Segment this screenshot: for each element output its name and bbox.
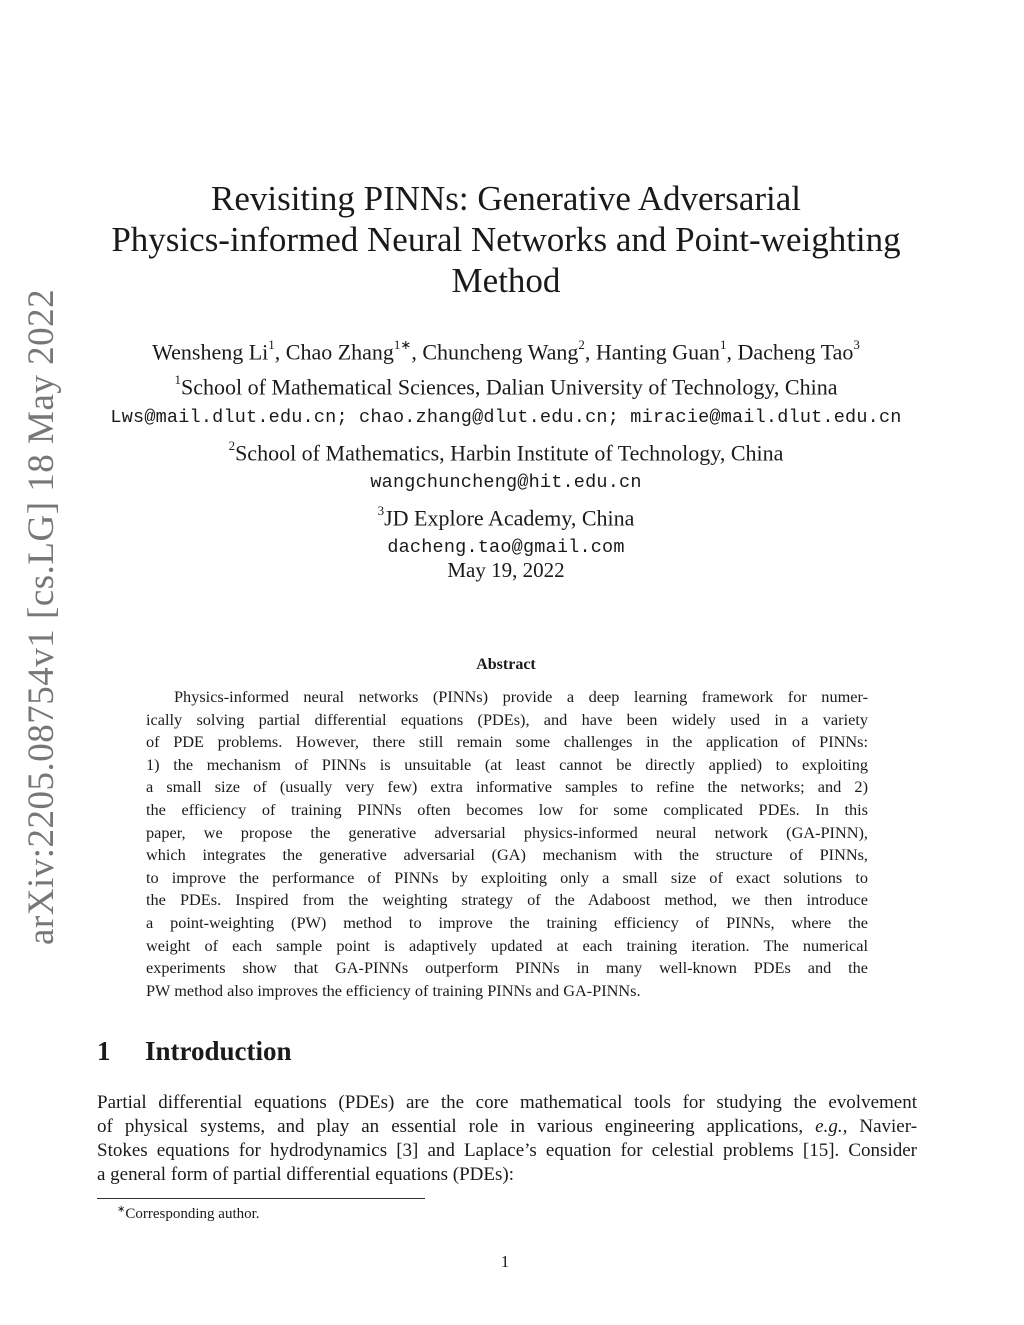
- abstract-line: PW method also improves the efficiency of training PINNs and GA-PINNs.: [146, 980, 641, 1000]
- footnote-text: Corresponding author.: [125, 1206, 260, 1222]
- abstract-line: a small size of (usually very few) extra informative samples to refine the networks; and 2): [146, 777, 868, 797]
- abstract-body: [146, 686, 868, 1002]
- author-affiliation-mark: 1: [268, 337, 275, 352]
- footnote: [117, 1204, 260, 1223]
- author-affiliation-mark: 2: [578, 337, 585, 352]
- abstract-line: which integrates the generative adversarial (GA) mechanism with the structure of PINNs,: [146, 845, 868, 865]
- title-line: Revisiting PINNs: Generative Adversarial: [210, 179, 801, 218]
- abstract-line: experiments show that GA-PINNs outperform PINNs in many well-known PDEs and the: [146, 958, 868, 978]
- author-affiliation-mark: 1: [719, 337, 727, 352]
- abstract-line: weight of each sample point is adaptively updated at each training iteration. The numerical: [146, 935, 868, 955]
- author-name: , Chao Zhang: [274, 339, 394, 365]
- body-line: of physical systems, and play an essential role in various engineering applications, e.g., Navier-: [97, 1116, 918, 1137]
- publication-date: May 19, 2022: [447, 558, 565, 582]
- author-name: , Chuncheng Wang: [411, 339, 579, 365]
- body-line: Stokes equations for hydrodynamics [3] and Laplace’s equation for celestial problems [15]. Consider: [97, 1140, 917, 1161]
- body-line: Partial differential equations (PDEs) are the core mathematical tools for studying the evolvement: [97, 1092, 917, 1113]
- title-line: Physics-informed Neural Networks and Point-weighting: [111, 220, 901, 259]
- section-heading-introduction: [97, 1036, 292, 1067]
- abstract-line: paper, we propose the generative adversarial physics-informed neural network (GA-PINN),: [146, 822, 868, 842]
- abstract-line: a point-weighting (PW) method to improve the training efficiency of PINNs, where the: [146, 912, 868, 932]
- abstract-line: the efficiency of training PINNs often becomes low for some complicated PDEs. In this: [146, 799, 868, 819]
- affiliation-1: $^1$School of Mathematical Sciences, Dalian University of Technology, China: [174, 372, 838, 400]
- abstract-line: ically solving partial differential equations (PDEs), and have been widely used in a variety: [146, 709, 868, 729]
- abstract-line: of PDE problems. However, there still remain some challenges in the application of PINNs:: [146, 732, 868, 752]
- abstract-line: Physics-informed neural networks (PINNs) provide a deep learning framework for numer-: [174, 687, 868, 706]
- affiliation-2: $^2$School of Mathematics, Harbin Institute of Technology, China: [228, 437, 784, 465]
- body-line: a general form of partial differential equations (PDEs):: [97, 1164, 514, 1185]
- author-affiliation-mark: 3: [853, 337, 860, 352]
- affiliation-1-email: Lws@mail.dlut.edu.cn; chao.zhang@dlut.edu.cn; miracie@mail.dlut.edu.cn: [110, 406, 902, 428]
- author-name: , Hanting Guan: [584, 339, 720, 365]
- affiliation-3: $^3$JD Explore Academy, China: [377, 502, 635, 531]
- abstract-line: to improve the performance of PINNs by exploiting only a small size of exact solutions to: [146, 867, 868, 887]
- abstract-line: 1) the mechanism of PINNs is unsuitable (at least cannot be directly applied) to exploiting: [146, 754, 868, 774]
- footnote-rule: [97, 1198, 425, 1199]
- paper-title: [100, 178, 912, 301]
- title-line: Method: [451, 261, 561, 300]
- arxiv-identifier-stamp: arXiv:2205.08754v1 [cs.LG] 18 May 2022: [21, 288, 62, 945]
- page-number: 1: [500, 1252, 510, 1271]
- footnote-mark: ∗: [117, 1204, 126, 1215]
- author-affiliation-mark: 1∗: [393, 337, 412, 352]
- affiliation-3-email: dacheng.tao@gmail.com: [387, 537, 625, 559]
- author-name: Wensheng Li: [152, 339, 269, 365]
- affiliation-2-email: wangchuncheng@hit.edu.cn: [370, 471, 642, 493]
- author-name: , Dacheng Tao: [726, 339, 854, 365]
- abstract-line: the PDEs. Inspired from the weighting strategy of the Adaboost method, we then introduce: [146, 890, 868, 910]
- author-block: [60, 332, 952, 563]
- section-number: 1: [97, 1036, 111, 1066]
- section-title: Introduction: [145, 1036, 292, 1066]
- introduction-paragraph: [97, 1091, 917, 1187]
- author-list: [60, 332, 952, 367]
- eg-italic: e.g.,: [815, 1116, 848, 1137]
- abstract-heading: Abstract: [476, 656, 536, 673]
